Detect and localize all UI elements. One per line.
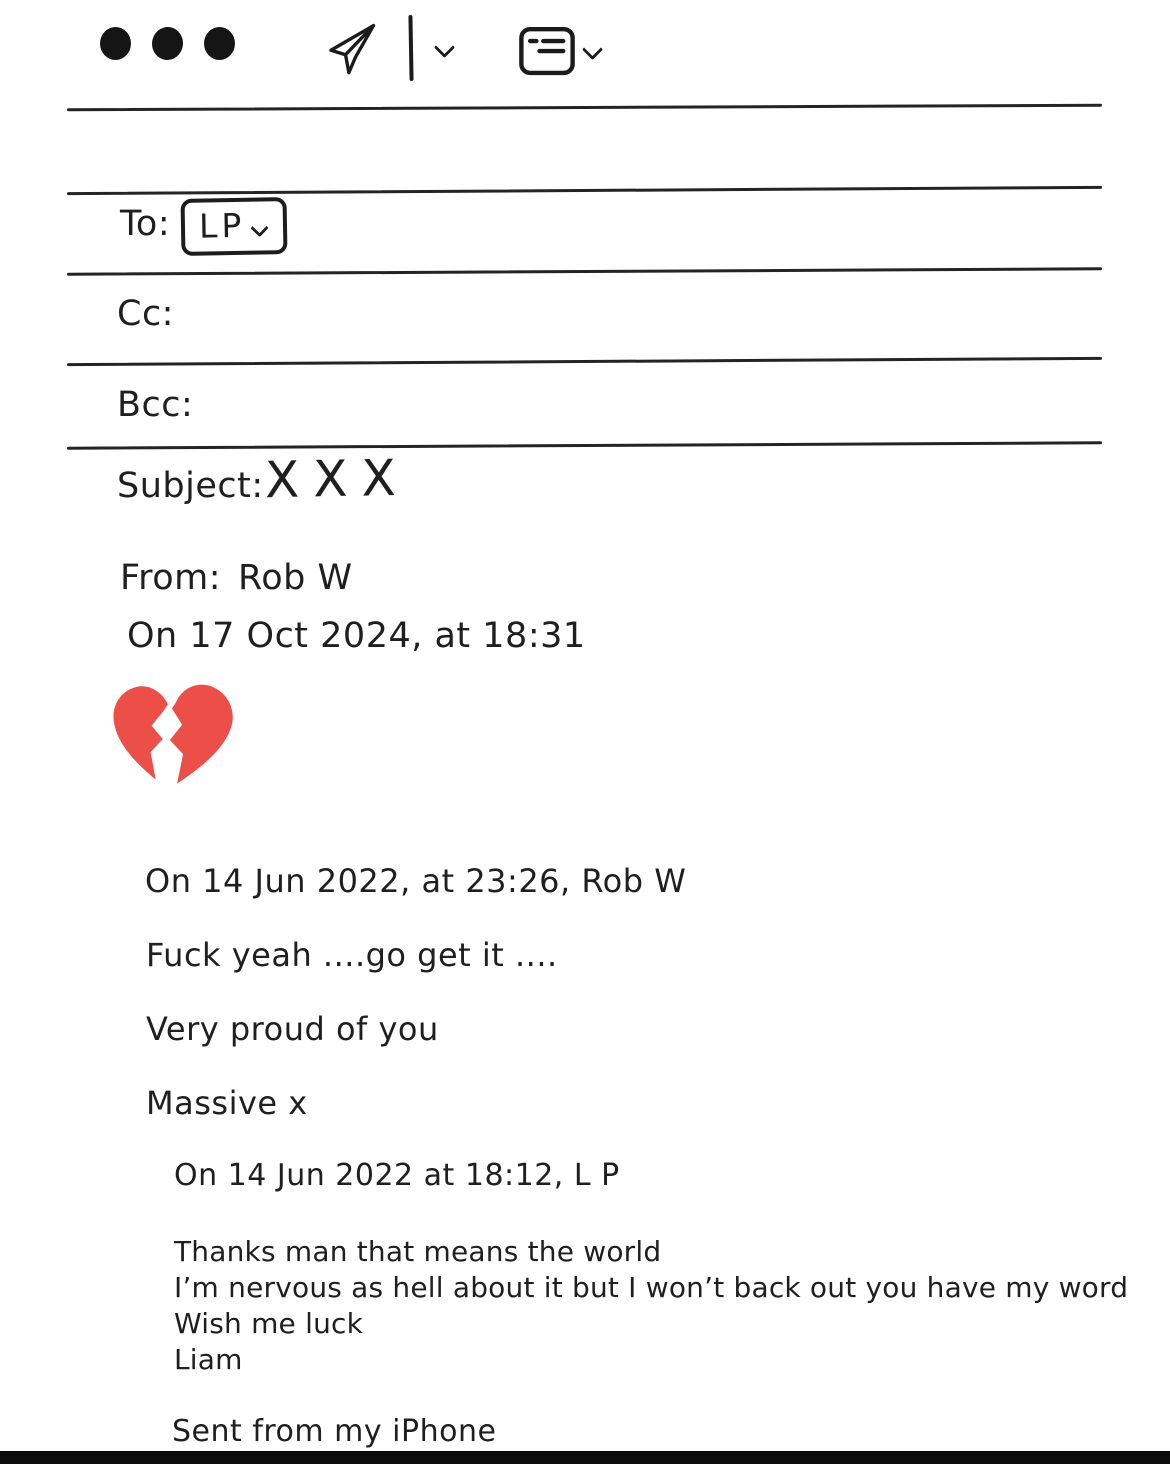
quote1-line: Fuck yeah ....go get it .... xyxy=(146,936,558,974)
field-divider xyxy=(67,186,1102,195)
quote2-line: Thanks man that means the world xyxy=(174,1235,662,1268)
quote2-line: I’m nervous as hell about it but I won’t back out you have my word xyxy=(174,1271,1129,1304)
quote1-line: Very proud of you xyxy=(146,1010,439,1048)
field-divider xyxy=(67,267,1102,275)
window-dot[interactable] xyxy=(100,27,131,60)
recipient-chip-label: LP xyxy=(198,205,246,246)
from-field-label: From: xyxy=(120,558,222,598)
toolbar-divider xyxy=(408,15,413,81)
broken-heart-emoji xyxy=(110,678,242,802)
format-options-chevron-down-icon[interactable] xyxy=(585,42,602,59)
quote2-line: Wish me luck xyxy=(174,1307,364,1340)
header-divider xyxy=(67,104,1102,112)
to-recipient-chip[interactable] xyxy=(181,197,288,256)
subject-field-value[interactable]: XXX xyxy=(264,448,411,510)
quote2-line: Liam xyxy=(174,1343,243,1376)
window-dot[interactable] xyxy=(204,27,235,60)
send-options-chevron-down-icon[interactable] xyxy=(437,40,454,57)
bottom-bar xyxy=(0,1451,1170,1464)
window-controls[interactable] xyxy=(100,27,235,60)
send-paper-plane-icon[interactable] xyxy=(322,20,378,76)
quote2-header: On 14 Jun 2022 at 18:12, L P xyxy=(174,1158,620,1193)
format-list-document-icon[interactable] xyxy=(518,26,576,76)
message-date-line: On 17 Oct 2024, at 18:31 xyxy=(127,616,586,656)
from-field-value: Rob W xyxy=(238,558,353,598)
quote1-line: Massive x xyxy=(146,1084,308,1122)
field-divider xyxy=(67,357,1102,366)
cc-field-label: Cc: xyxy=(117,294,174,334)
recipient-chevron-down-icon xyxy=(253,221,269,235)
signature-line: Sent from my iPhone xyxy=(172,1414,497,1449)
window-dot[interactable] xyxy=(150,25,185,62)
to-field-label: To: xyxy=(120,204,171,244)
bcc-field-label: Bcc: xyxy=(117,385,194,425)
subject-field-label: Subject: xyxy=(117,466,264,506)
quote1-header: On 14 Jun 2022, at 23:26, Rob W xyxy=(145,862,687,900)
field-divider xyxy=(67,441,1102,449)
